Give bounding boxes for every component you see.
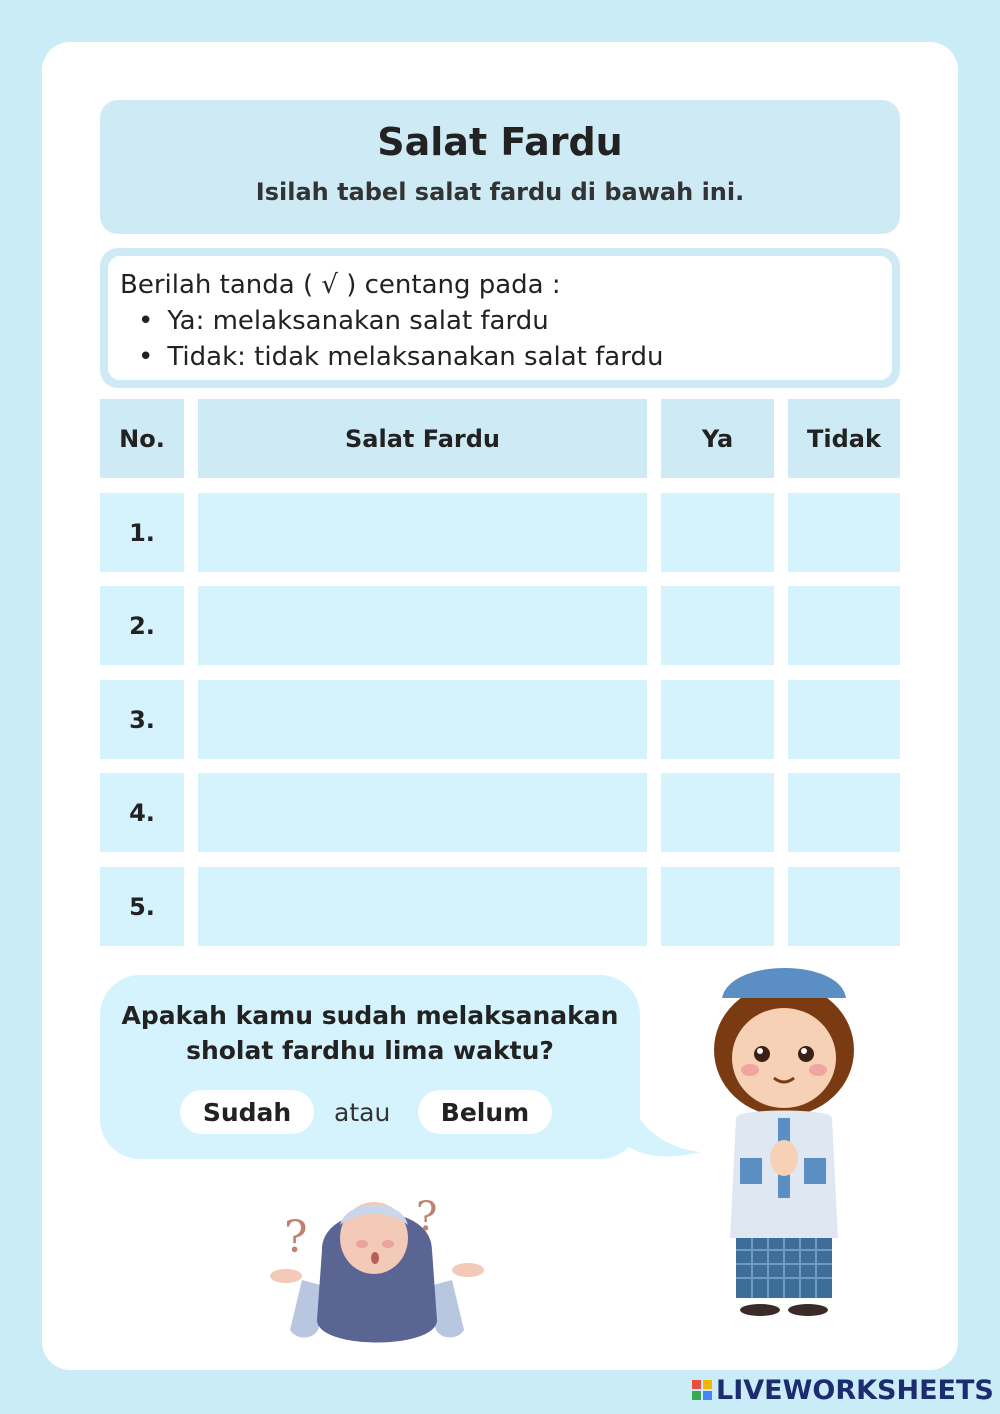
row-number: 5. xyxy=(100,867,184,946)
tidak-checkbox-cell[interactable] xyxy=(788,493,900,572)
row-number: 3. xyxy=(100,680,184,759)
ya-checkbox-cell[interactable] xyxy=(661,586,774,665)
question-line-1: Apakah kamu sudah melaksanakan xyxy=(121,1001,619,1030)
brand-name: LIVEWORKSHEETS xyxy=(716,1374,994,1406)
instruction-bullet-ya: • Ya: melaksanakan salat fardu xyxy=(138,306,549,336)
page-title: Salat Fardu xyxy=(377,120,623,164)
tidak-checkbox-cell[interactable] xyxy=(788,773,900,852)
row-number: 2. xyxy=(100,586,184,665)
tidak-checkbox-cell[interactable] xyxy=(788,586,900,665)
salat-input-cell[interactable] xyxy=(198,493,647,572)
instructions-box xyxy=(100,248,900,388)
column-header-no: No. xyxy=(100,399,184,478)
salat-input-cell[interactable] xyxy=(198,867,647,946)
row-number: 4. xyxy=(100,773,184,852)
instruction-bullet-tidak: • Tidak: tidak melaksanakan salat fardu xyxy=(138,342,663,372)
header-box xyxy=(100,100,900,234)
tidak-checkbox-cell[interactable] xyxy=(788,680,900,759)
girl-illustration xyxy=(262,1180,492,1360)
logo-squares-icon xyxy=(692,1380,712,1400)
column-header-ya: Ya xyxy=(661,399,774,478)
liveworksheets-logo xyxy=(692,1374,994,1406)
column-header-tidak: Tidak xyxy=(788,399,900,478)
question-line-2: sholat fardhu lima waktu? xyxy=(186,1036,554,1065)
answer-sudah-button[interactable]: Sudah xyxy=(180,1090,314,1134)
page-subtitle: Isilah tabel salat fardu di bawah ini. xyxy=(255,178,745,206)
column-header-salat-fardu: Salat Fardu xyxy=(198,399,647,478)
boy-illustration xyxy=(700,958,870,1320)
ya-checkbox-cell[interactable] xyxy=(661,773,774,852)
salat-input-cell[interactable] xyxy=(198,680,647,759)
salat-input-cell[interactable] xyxy=(198,586,647,665)
instructions-inner xyxy=(108,256,892,380)
tidak-checkbox-cell[interactable] xyxy=(788,867,900,946)
salat-input-cell[interactable] xyxy=(198,773,647,852)
svg-text:?: ? xyxy=(416,1194,438,1240)
question-bubble xyxy=(100,975,640,1159)
instructions-intro: Berilah tanda ( √ ) centang pada : xyxy=(120,270,561,300)
ya-checkbox-cell[interactable] xyxy=(661,680,774,759)
ya-checkbox-cell[interactable] xyxy=(661,493,774,572)
svg-text:?: ? xyxy=(284,1212,308,1263)
row-number: 1. xyxy=(100,493,184,572)
connector-text: atau xyxy=(334,1098,391,1127)
ya-checkbox-cell[interactable] xyxy=(661,867,774,946)
answer-belum-button[interactable]: Belum xyxy=(418,1090,552,1134)
